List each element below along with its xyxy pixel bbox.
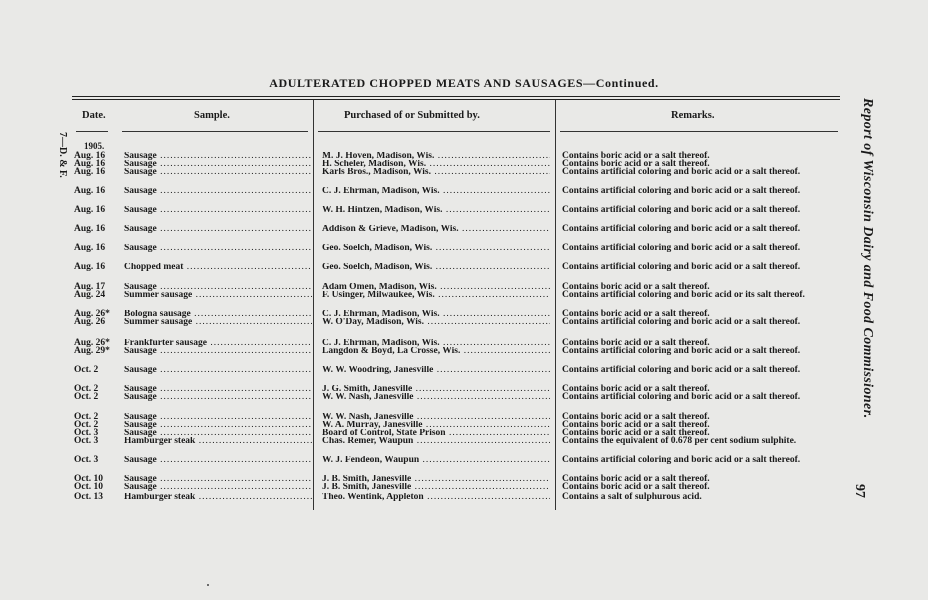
row-purchased: Geo. Soelch, Madison, Wis. ..... — [322, 263, 550, 272]
column-divider — [313, 100, 314, 510]
page-number: 97 — [852, 484, 867, 498]
row-sample: Sausage ..... — [124, 393, 312, 402]
row-date: Aug. 16 — [74, 159, 106, 169]
row-purchased: W. W. Woodring, Janesville ..... — [322, 366, 550, 375]
row-sample: Sausage ..... — [124, 244, 312, 253]
row-remarks: Contains boric acid or a salt thereof. — [562, 309, 710, 319]
row-remarks: Contains boric acid or a salt thereof. — [562, 384, 710, 394]
row-remarks: Contains artificial coloring and boric acid or a salt thereof. — [562, 392, 801, 402]
row-remarks: Contains artificial coloring and boric acid or a salt thereof. — [562, 455, 801, 465]
row-purchased: M. J. Hoven, Madison, Wis. ..... — [322, 152, 550, 161]
row-purchased: W. W. Nash, Janesville ..... — [322, 413, 550, 422]
row-sample: Frankfurter sausage ..... — [124, 339, 312, 348]
row-purchased: C. J. Ehrman, Madison, Wis. ..... — [322, 339, 550, 348]
row-remarks: Contains a salt of sulphurous acid. — [562, 492, 702, 502]
row-purchased: W. W. Nash, Janesville ..... — [322, 393, 550, 402]
row-sample: Summer sausage ..... — [124, 291, 312, 300]
row-date: Oct. 2 — [74, 420, 99, 430]
row-purchased: J. G. Smith, Janesville ..... — [322, 385, 550, 394]
row-sample: Sausage ..... — [124, 475, 312, 484]
row-date: Aug. 26* — [74, 338, 110, 348]
header-date: Date. — [82, 110, 106, 121]
header-underline — [122, 131, 308, 132]
row-remarks: Contains boric acid or a salt thereof. — [562, 428, 710, 438]
row-date: Oct. 13 — [74, 492, 104, 502]
row-purchased: Langdon & Boyd, La Crosse, Wis. ..... — [322, 347, 550, 356]
row-date: Oct. 3 — [74, 428, 99, 438]
row-date: Oct. 10 — [74, 482, 104, 492]
header-underline — [560, 131, 838, 132]
row-remarks: Contains artificial coloring and boric acid or a salt thereof. — [562, 205, 801, 215]
header-sample: Sample. — [194, 110, 230, 121]
row-remarks: Contains boric acid or a salt thereof. — [562, 151, 710, 161]
header-rule — [72, 96, 840, 97]
row-sample: Sausage ..... — [124, 385, 312, 394]
row-sample: Hamburger steak ..... — [124, 437, 312, 446]
row-purchased: J. B. Smith, Janesville ..... — [322, 475, 550, 484]
row-sample: Sausage ..... — [124, 347, 312, 356]
row-purchased: Chas. Remer, Waupun ..... — [322, 437, 550, 446]
row-purchased: Theo. Wentink, Appleton ..... — [322, 493, 550, 502]
row-sample: Sausage ..... — [124, 456, 312, 465]
row-purchased: Addison & Grieve, Madison, Wis. ..... — [322, 225, 550, 234]
row-sample: Sausage ..... — [124, 168, 312, 177]
column-divider — [555, 100, 556, 510]
row-purchased: Karls Bros., Madison, Wis. ..... — [322, 168, 550, 177]
header-underline — [318, 131, 550, 132]
row-purchased: W. J. Fendeon, Waupun ..... — [322, 456, 550, 465]
row-purchased: H. Scheler, Madison, Wis. ..... — [322, 160, 550, 169]
year-label: 1905. — [84, 141, 105, 151]
row-sample: Hamburger steak ..... — [124, 493, 312, 502]
row-remarks: Contains boric acid or a salt thereof. — [562, 474, 710, 484]
row-remarks: Contains artificial coloring and boric acid or a salt thereof. — [562, 186, 801, 196]
row-sample: Sausage ..... — [124, 283, 312, 292]
row-sample: Sausage ..... — [124, 421, 312, 430]
row-date: Aug. 16 — [74, 262, 106, 272]
row-sample: Sausage ..... — [124, 429, 312, 438]
header-underline — [76, 131, 108, 132]
row-remarks: Contains artificial coloring and boric acid or a salt thereof. — [562, 317, 801, 327]
row-sample: Summer sausage ..... — [124, 318, 312, 327]
row-purchased: Geo. Soelch, Madison, Wis. ..... — [322, 244, 550, 253]
row-remarks: Contains artificial coloring and boric acid or a salt thereof. — [562, 243, 801, 253]
row-sample: Sausage ..... — [124, 152, 312, 161]
row-remarks: Contains artificial coloring and boric acid or a salt thereof. — [562, 167, 801, 177]
row-date: Aug. 16 — [74, 224, 106, 234]
row-remarks: Contains boric acid or a salt thereof. — [562, 412, 710, 422]
page-title: ADULTERATED CHOPPED MEATS AND SAUSAGES—Continued. — [269, 76, 659, 90]
row-date: Aug. 16 — [74, 167, 106, 177]
row-sample: Sausage ..... — [124, 206, 312, 215]
paper-speck — [207, 584, 209, 586]
row-sample: Sausage ..... — [124, 366, 312, 375]
row-purchased: J. B. Smith, Janesville ..... — [322, 483, 550, 492]
signature-mark: 7—D. & F. — [57, 132, 68, 178]
row-purchased: Adam Omen, Madison, Wis. ..... — [322, 283, 550, 292]
row-date: Aug. 16 — [74, 205, 106, 215]
row-purchased: C. J. Ehrman, Madison, Wis. ..... — [322, 310, 550, 319]
row-date: Aug. 24 — [74, 290, 106, 300]
row-date: Oct. 2 — [74, 365, 99, 375]
row-remarks: Contains boric acid or a salt thereof. — [562, 159, 710, 169]
row-date: Oct. 3 — [74, 455, 99, 465]
row-sample: Bologna sausage ..... — [124, 310, 312, 319]
row-date: Aug. 29* — [74, 346, 110, 356]
row-purchased: W. A. Murray, Janesville ..... — [322, 421, 550, 430]
row-sample: Sausage ..... — [124, 483, 312, 492]
row-date: Aug. 16 — [74, 151, 106, 161]
header-remarks: Remarks. — [671, 110, 715, 121]
row-date: Aug. 16 — [74, 243, 106, 253]
row-purchased: F. Usinger, Milwaukee, Wis. ..... — [322, 291, 550, 300]
row-sample: Sausage ..... — [124, 187, 312, 196]
header-rule-double — [72, 99, 840, 100]
row-remarks: Contains artificial coloring and boric acid or a salt thereof. — [562, 365, 801, 375]
row-purchased: W. H. Hintzen, Madison, Wis. ..... — [322, 206, 550, 215]
row-remarks: Contains boric acid or a salt thereof. — [562, 482, 710, 492]
row-remarks: Contains artificial coloring and boric acid or a salt thereof. — [562, 346, 801, 356]
row-date: Oct. 2 — [74, 392, 99, 402]
row-date: Oct. 2 — [74, 412, 99, 422]
row-remarks: Contains artificial coloring and boric acid or its salt thereof. — [562, 290, 805, 300]
row-remarks: Contains boric acid or a salt thereof. — [562, 282, 710, 292]
row-date: Oct. 10 — [74, 474, 104, 484]
row-date: Aug. 26* — [74, 309, 110, 319]
row-date: Aug. 26 — [74, 317, 106, 327]
row-remarks: Contains the equivalent of 0.678 per cent sodium sulphite. — [562, 436, 797, 446]
row-sample: Sausage ..... — [124, 225, 312, 234]
row-sample: Chopped meat ..... — [124, 263, 312, 272]
row-remarks: Contains boric acid or a salt thereof. — [562, 338, 710, 348]
row-date: Aug. 16 — [74, 186, 106, 196]
row-date: Oct. 2 — [74, 384, 99, 394]
row-date: Aug. 17 — [74, 282, 106, 292]
row-purchased: Board of Control, State Prison ..... — [322, 429, 550, 438]
row-sample: Sausage ..... — [124, 413, 312, 422]
row-remarks: Contains artificial coloring and boric acid or a salt thereof. — [562, 262, 801, 272]
row-remarks: Contains artificial coloring and boric acid or a salt thereof. — [562, 224, 801, 234]
header-purchased: Purchased of or Submitted by. — [344, 110, 480, 121]
row-purchased: W. O'Day, Madison, Wis. ..... — [322, 318, 550, 327]
row-date: Oct. 3 — [74, 436, 99, 446]
running-title: Report of Wisconsin Dairy and Food Commissioner. — [860, 98, 875, 419]
row-remarks: Contains boric acid or a salt thereof. — [562, 420, 710, 430]
row-sample: Sausage ..... — [124, 160, 312, 169]
row-purchased: C. J. Ehrman, Madison, Wis. ..... — [322, 187, 550, 196]
